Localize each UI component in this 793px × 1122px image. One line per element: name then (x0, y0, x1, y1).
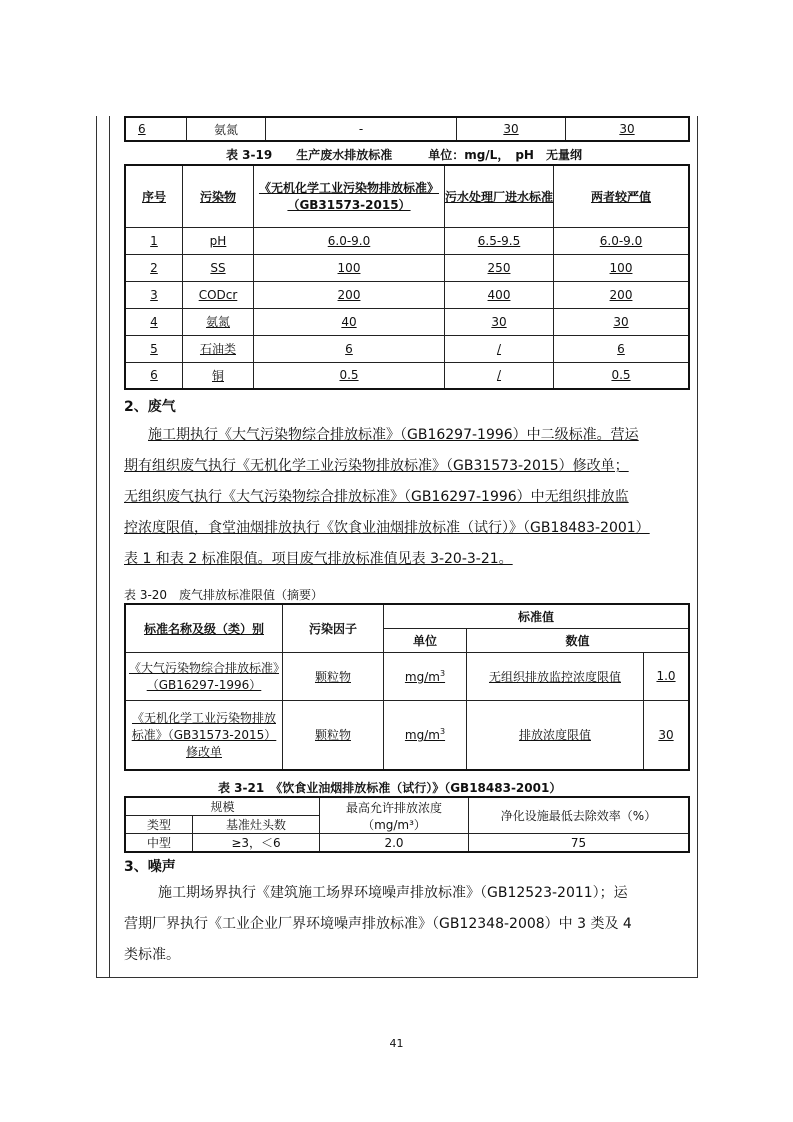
table-3-21 (124, 796, 690, 853)
table-row (125, 362, 689, 389)
cell: 100 (254, 254, 445, 281)
cell: 氨氮 (183, 308, 254, 335)
table-3-20 (124, 603, 690, 771)
cell: 0.5 (254, 362, 445, 389)
cell: - (266, 117, 457, 141)
cell: 石油类 (183, 335, 254, 362)
header-cell: 污染因子 (283, 604, 384, 652)
header-cell: 类型 (125, 816, 193, 834)
cell: 6.0-9.0 (254, 227, 445, 254)
table-row (125, 308, 689, 335)
section-2-paragraph (124, 420, 690, 575)
text-line: 施工期执行《大气污染物综合排放标准》（GB16297-1996）中二级标准。营运 (148, 427, 639, 443)
cell: 40 (254, 308, 445, 335)
cell: 5 (125, 335, 183, 362)
header-cell: 最高允许排放浓度（mg/m³） (320, 797, 469, 834)
cell: 200 (254, 281, 445, 308)
table-row (125, 227, 689, 254)
header-cell: 污染物 (183, 165, 254, 227)
text-line: 营期厂界执行《工业企业厂界环境噪声排放标准》（GB12348-2008）中 3 类及 4 (124, 916, 632, 932)
text-line: 期有组织废气执行《无机化学工业污染物排放标准》（GB31573-2015）修改单； (124, 458, 629, 474)
table-3-20-caption: 表 3-20 废气排放标准限值（摘要） (124, 588, 324, 602)
cell: ≥3，＜6 (193, 834, 320, 853)
header-cell: 净化设施最低去除效率（%） (469, 797, 690, 834)
cell: 75 (469, 834, 690, 853)
cell: 6 (554, 335, 690, 362)
cell: $mg/m^3$ (384, 652, 467, 700)
table-3-19-caption: 表 3-19 生产废水排放标准 单位：mg/L， pH 无量纲 (226, 148, 582, 162)
cell: 《大气污染物综合排放标准》（GB16297-1996） (125, 652, 283, 700)
cell: 氨氮 (187, 117, 266, 141)
header-cell: 序号 (125, 165, 183, 227)
header-cell: 单位 (384, 628, 467, 652)
cell: 6 (254, 335, 445, 362)
cell: 0.5 (554, 362, 690, 389)
cell: 无组织排放监控浓度限值 (467, 652, 644, 700)
text-line: 施工期场界执行《建筑施工场界环境噪声排放标准》（GB12523-2011）；运 (158, 885, 628, 901)
table-3-21-caption: 表 3-21 《饮食业油烟排放标准（试行）》（GB18483-2001） (218, 781, 562, 795)
cell: 铜 (183, 362, 254, 389)
cell: 颗粒物 (283, 652, 384, 700)
section-3-paragraph (124, 878, 690, 971)
table-row (125, 281, 689, 308)
cell: 200 (554, 281, 690, 308)
cell: 2 (125, 254, 183, 281)
cell: 6 (125, 117, 187, 141)
cell: 6 (125, 362, 183, 389)
table-3-19 (124, 164, 690, 390)
cell: 2.0 (320, 834, 469, 853)
cell: pH (183, 227, 254, 254)
cell: SS (183, 254, 254, 281)
cell: / (445, 362, 554, 389)
header-cell: 污水处理厂进水标准 (445, 165, 554, 227)
page-number: 41 (389, 1037, 404, 1050)
cell: / (445, 335, 554, 362)
text-line: 无组织废气执行《大气污染物综合排放标准》（GB16297-1996）中无组织排放监 (124, 489, 629, 505)
table-row (125, 254, 689, 281)
header-cell: 《无机化学工业污染物排放标准》（GB31573-2015） (254, 165, 445, 227)
header-cell: 标准值 (384, 604, 690, 628)
section-3-title: 3、噪声 (124, 859, 176, 875)
cell: 30 (554, 308, 690, 335)
cell: 颗粒物 (283, 700, 384, 770)
header-cell: 基准灶头数 (193, 816, 320, 834)
cell: 《无机化学工业污染物排放标准》（GB31573-2015）修改单 (125, 700, 283, 770)
header-cell: 数值 (467, 628, 690, 652)
cell: 1.0 (644, 652, 690, 700)
text-line: 类标准。 (124, 947, 180, 963)
cell: 6.5-9.5 (445, 227, 554, 254)
cell: CODcr (183, 281, 254, 308)
cell: 400 (445, 281, 554, 308)
cell: 排放浓度限值 (467, 700, 644, 770)
cell: 30 (566, 117, 690, 141)
header-cell: 标准名称及级（类）别 (125, 604, 283, 652)
cell: 中型 (125, 834, 193, 853)
cell: 6.0-9.0 (554, 227, 690, 254)
cell: $mg/m^3$ (384, 700, 467, 770)
cell: 30 (644, 700, 690, 770)
cell: 3 (125, 281, 183, 308)
text-line: 表 1 和表 2 标准限值。项目废气排放标准值见表 3-20-3-21。 (124, 551, 513, 567)
cell: 30 (457, 117, 566, 141)
header-cell: 规模 (125, 797, 320, 816)
cell: 1 (125, 227, 183, 254)
section-2-title: 2、废气 (124, 399, 176, 415)
header-cell: 两者较严值 (554, 165, 690, 227)
cell: 30 (445, 308, 554, 335)
cell: 4 (125, 308, 183, 335)
continuation-row-table (124, 116, 690, 142)
table-row (125, 335, 689, 362)
text-line: 控浓度限值，食堂油烟排放执行《饮食业油烟排放标准（试行）》（GB18483-2001） (124, 520, 650, 536)
cell: 100 (554, 254, 690, 281)
cell: 250 (445, 254, 554, 281)
